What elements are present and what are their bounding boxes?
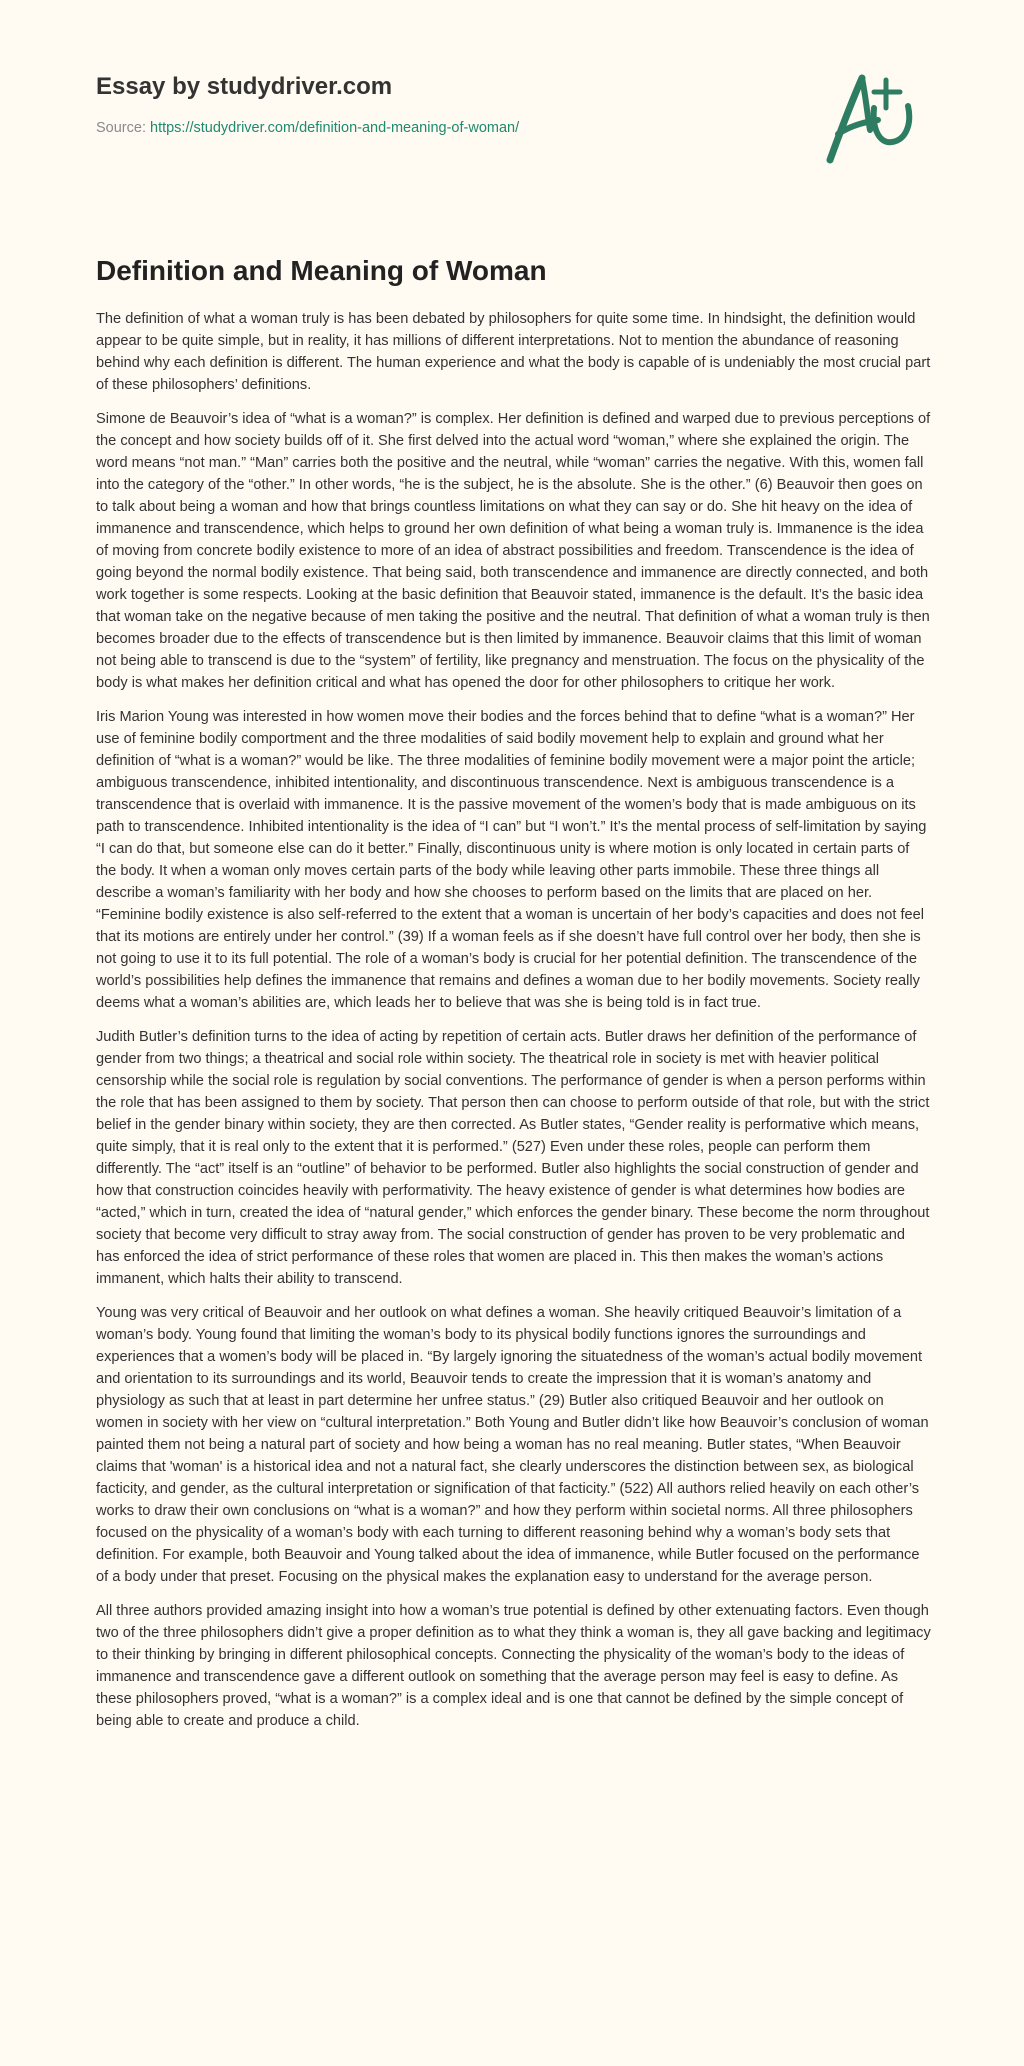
article — [96, 252, 932, 1744]
site-title: Essay by studydriver.com — [96, 73, 393, 100]
source-label: Source: — [96, 120, 150, 136]
source-link[interactable]: https://studydriver.com/definition-and-meaning-of-woman/ — [150, 120, 520, 136]
a-plus-logo-icon — [820, 68, 930, 168]
paragraph: Simone de Beauvoir’s idea of “what is a woman?” is complex. Her definition is defined and warped due to previous perceptions of the concept and how society builds off of it. She first delved into the actual word “woman,” where she explained the origin. The word means “not man.” “Man” carries both the positive and the neutral, while “woman” carries the negative. With this, women fall into the category of the “other.” In other words, “he is the subject, he is the absolute. She is the other.” (6) Beauvoir then goes on to talk about being a woman and how that brings countless limitations on what they can say or do. She hit heavy on the idea of immanence and transcendence, which helps to ground her own definition of what being a woman truly is. Immanence is the idea of moving from concrete bodily existence to more of an idea of abstract possibilities and freedom. Transcendence is the idea of going beyond the normal bodily existence. That being said, both transcendence and immanence are directly connected, and both work together is some respects. Looking at the basic definition that Beauvoir stated, immanence is the default. It’s the basic idea that woman take on the negative because of men taking the positive and the neutral. That definition of what a woman truly is then becomes broader due to the effects of transcendence but is then limited by immanence. Beauvoir claims that this limit of woman not being able to transcend is due to the “system” of fertility, like pregnancy and menstruation. The focus on the physicality of the body is what makes her definition critical and what has opened the door for other philosophers to critique her work. — [96, 411, 931, 691]
paragraph: Young was very critical of Beauvoir and her outlook on what defines a woman. She heavily critiqued Beauvoir’s limitation of a woman’s body. Young found that limiting the woman’s body to its physical bodily functions ignores the surroundings and experiences that a women’s body will be placed in. “By largely ignoring the situatedness of the woman’s actual bodily movement and orientation to its surroundings and its world, Beauvoir tends to create the impression that it is woman’s anatomy and physiology as such that at least in part determine her unfree status.” (29) Butler also critiqued Beauvoir and her outlook on women in society with her view on “cultural interpretation.” Both Young and Butler didn’t like how Beauvoir’s conclusion of woman painted them not being a natural part of society and how being a woman has no real meaning. Butler states, “When Beauvoir claims that 'woman' is a historical idea and not a natural fact, she clearly underscores the distinction between sex, as biological facticity, and gender, as the cultural interpretation or signification of that facticity.” (522) All authors relied heavily on each other’s works to draw their own conclusions on “what is a woman?” and how they perform within societal norms. All three philosophers focused on the physicality of a woman’s body with each turning to different reasoning behind why a woman’s body sets that definition. For example, both Beauvoir and Young talked about the idea of immanence, while Butler focused on the performance of a body under that preset. Focusing on the physical makes the explanation easy to understand for the average person. — [96, 1305, 929, 1585]
source-line — [96, 118, 519, 138]
paragraph: The definition of what a woman truly is has been debated by philosophers for quite some time. In hindsight, the definition would appear to be quite simple, but in reality, it has millions of different interpretations. Not to mention the abundance of reasoning behind why each definition is different. The human experience and what the body is capable of is undeniably the most crucial part of these philosophers’ definitions. — [96, 311, 931, 393]
article-title: Definition and Meaning of Woman — [96, 255, 547, 286]
paragraph: Iris Marion Young was interested in how women move their bodies and the forces behind that to define “what is a woman?” Her use of feminine bodily comportment and the three modalities of said bodily movement help to explain and ground what her definition of “what is a woman?” would be like. The three modalities of feminine bodily movement were a major point the article; ambiguous transcendence, inhibited intentionality, and discontinuous transcendence. Next is ambiguous transcendence is a transcendence that is overlaid with immanence. It is the passive movement of the women’s body that is made ambiguous on its path to transcendence. Inhibited intentionality is the idea of “I can” but “I won’t.” It’s the mental process of self-limitation by saying “I can do that, but someone else can do it better.” Finally, discontinuous unity is where motion is only located in certain parts of the body. It when a woman only moves certain parts of the body while leaving other parts immobile. These three things all describe a woman’s familiarity with her body and how she chooses to perform based on the limits that are placed on her. “Feminine bodily existence is also self-referred to the extent that a woman is uncertain of her body’s capacities and does not feel that its motions are entirely under her control.” (39) If a woman feels as if she doesn’t have full control over her body, then she is not going to use it to its full potential. The role of a woman’s body is crucial for her potential definition. The transcendence of the world’s possibilities help defines the immanence that remains and defines a woman due to her bodily movements. Society really deems what a woman’s abilities are, which leads her to believe that was she is being told is in fact true. — [96, 709, 927, 1011]
paragraph: All three authors provided amazing insight into how a woman’s true potential is defined by other extenuating factors. Even though two of the three philosophers didn’t give a proper definition as to what they think a woman is, they all gave backing and legitimacy to their thinking by bringing in different philosophical concepts. Connecting the physicality of the woman’s body to the ideas of immanence and transcendence gave a different outlook on something that the average person may feel is easy to define. As these philosophers proved, “what is a woman?” is a complex ideal and is one that cannot be defined by the simple concept of being able to create and produce a child. — [96, 1603, 931, 1729]
header — [96, 72, 519, 138]
paragraph: Judith Butler’s definition turns to the idea of acting by repetition of certain acts. Butler draws her definition of the performance of gender from two things; a theatrical and social role within society. The theatrical role in society is met with heavier political censorship while the social role is regulation by social conventions. The performance of gender is when a person performs within the role that has been assigned to them by society. That person then can choose to perform outside of that role, but with the strict belief in the gender binary within society, they are then corrected. As Butler states, “Gender reality is performative which means, quite simply, that it is real only to the extent that it is performed.” (527) Even under these roles, people can perform them differently. The “act” itself is an “outline” of behavior to be performed. Butler also highlights the social construction of gender and how that construction coincides heavily with performativity. The heavy existence of gender is what determines how bodies are “acted,” which in turn, created the idea of “natural gender,” which enforces the gender binary. These become the norm throughout society that become very difficult to stray away from. The social construction of gender has proven to be very problematic and has enforced the idea of strict performance of these roles that women are placed in. This then makes the woman’s actions immanent, which halts their ability to transcend. — [96, 1029, 930, 1287]
